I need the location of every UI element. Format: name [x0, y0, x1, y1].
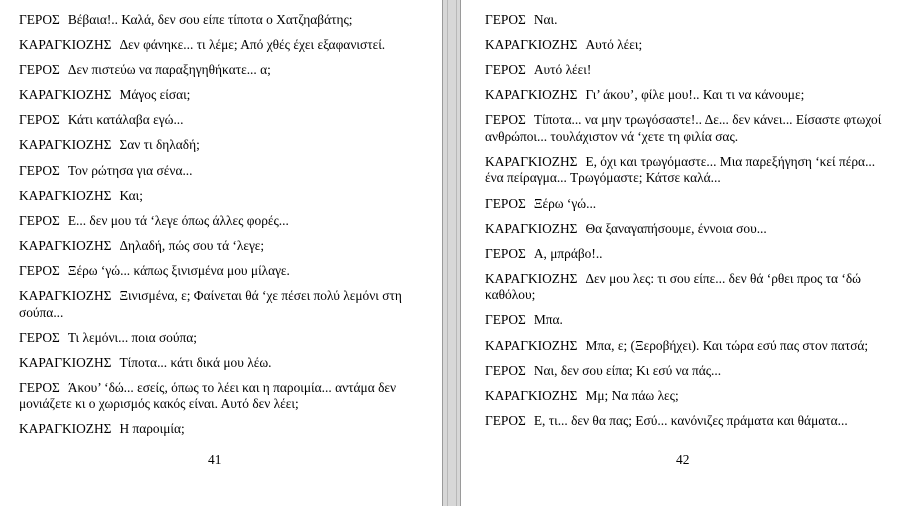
dialogue-text: Σαν τι δηλαδή; — [119, 137, 200, 153]
speaker-name: ΚΑΡΑΓΚΙΟΖΗΣ — [485, 337, 578, 353]
dialogue-line — [485, 37, 895, 54]
speaker-name: ΚΑΡΑΓΚΙΟΖΗΣ — [485, 87, 578, 103]
speaker-name: ΓΕΡΟΣ — [485, 362, 526, 378]
dialogue-line — [19, 330, 429, 347]
dialogue-line — [485, 338, 895, 355]
dialogue-text: Ξινισμένα, ε; Φαίνεται θά ‘χε πέσει πολύ λεμόνι στη σούπα... — [19, 288, 402, 320]
gutter-line — [447, 0, 448, 506]
speaker-name: ΓΕΡΟΣ — [19, 379, 60, 395]
dialogue-text: Ε, όχι και τρωγόμαστε... Μια παρεξήγηση ‘κεί πέρα... ένα πείραγμα... Τρωγόμαστε; Κάτσε καλά... — [485, 153, 876, 186]
page-gutter — [442, 0, 461, 506]
speaker-name: ΚΑΡΑΓΚΙΟΖΗΣ — [19, 237, 112, 253]
speaker-name: ΓΕΡΟΣ — [485, 412, 526, 428]
dialogue-line — [19, 380, 429, 413]
speaker-name: ΚΑΡΑΓΚΙΟΖΗΣ — [485, 37, 578, 53]
dialogue-text: Τίποτα... κάτι δικά μου λέω. — [119, 354, 272, 370]
speaker-name: ΓΕΡΟΣ — [485, 245, 526, 261]
dialogue-text: Τίποτα... να μην τρωγόσαστε!.. Δε... δεν κάνει... Είσαστε φτωχοί ανθρώποι... τουλάχιστον νά ‘χετε τη φιλία σας. — [485, 112, 882, 144]
dialogue-line — [485, 154, 895, 187]
speaker-name: ΓΕΡΟΣ — [485, 112, 526, 128]
dialogue-text: Μπα. — [533, 312, 563, 328]
dialogue-text: Άκου’ ‘δώ... εσείς, όπως το λέει και η παροιμία... αντάμα δεν μονιάζετε κι ο χωρισμός κακός είναι. Αυτό δεν λέει; — [19, 379, 397, 412]
dialogue-text: Δεν μου λες: τι σου είπε... δεν θά ‘ρθει προς τα ‘δώ καθόλου; — [485, 270, 861, 303]
dialogue-line — [19, 355, 429, 372]
speaker-name: ΚΑΡΑΓΚΙΟΖΗΣ — [19, 37, 112, 53]
dialogue-line — [19, 238, 429, 255]
dialogue-line — [19, 263, 429, 280]
speaker-name: ΚΑΡΑΓΚΙΟΖΗΣ — [485, 220, 578, 236]
dialogue-text: Δεν φάνηκε... τι λέμε; Από χθές έχει εξαφανιστεί. — [119, 37, 386, 53]
dialogue-line — [485, 196, 895, 213]
dialogue-line — [485, 87, 895, 104]
dialogue-line — [485, 271, 895, 304]
speaker-name: ΚΑΡΑΓΚΙΟΖΗΣ — [485, 153, 578, 169]
dialogue-line — [19, 288, 429, 321]
dialogue-line — [485, 363, 895, 380]
dialogue-line — [19, 112, 429, 129]
dialogue-line — [19, 12, 429, 29]
dialogue-line — [19, 87, 429, 104]
speaker-name: ΚΑΡΑΓΚΙΟΖΗΣ — [19, 87, 112, 103]
dialogue-line — [19, 188, 429, 205]
dialogue-line — [485, 312, 895, 329]
dialogue-line — [19, 137, 429, 154]
dialogue-text: Θα ξαναγαπήσουμε, έννοια σου... — [585, 220, 767, 236]
dialogue-text: Ναι, δεν σου είπα; Κι εσύ να πάς... — [533, 362, 722, 378]
speaker-name: ΚΑΡΑΓΚΙΟΖΗΣ — [19, 137, 112, 153]
dialogue-text: Ε... δεν μου τά ‘λεγε όπως άλλες φορές... — [67, 212, 289, 228]
dialogue-line — [485, 221, 895, 238]
page-number: 41 — [208, 452, 222, 467]
speaker-name: ΚΑΡΑΓΚΙΟΖΗΣ — [485, 387, 578, 403]
dialogue-text: Α, μπράβο!.. — [533, 245, 603, 261]
dialogue-text: Δηλαδή, πώς σου τά ‘λεγε; — [119, 237, 265, 253]
dialogue-line — [485, 413, 895, 430]
page-number: 42 — [676, 452, 690, 467]
dialogue-text: Και; — [119, 187, 143, 203]
dialogue-text: Κάτι κατάλαβα εγώ... — [67, 112, 184, 128]
speaker-name: ΓΕΡΟΣ — [485, 62, 526, 78]
speaker-name: ΚΑΡΑΓΚΙΟΖΗΣ — [19, 421, 112, 437]
dialogue-text: Αυτό λέει! — [533, 62, 592, 78]
dialogue-text: Η παροιμία; — [119, 421, 185, 437]
dialogue-text: Ε, τι... δεν θα πας; Εσύ... κανόνιζες πράματα και θάματα... — [533, 412, 848, 428]
speaker-name: ΓΕΡΟΣ — [19, 162, 60, 178]
speaker-name: ΚΑΡΑΓΚΙΟΖΗΣ — [485, 270, 578, 286]
speaker-name: ΚΑΡΑΓΚΙΟΖΗΣ — [19, 354, 112, 370]
dialogue-text: Ξέρω ‘γώ... — [533, 195, 597, 211]
dialogue-text: Μπα, ε; (Ξεροβήχει). Και τώρα εσύ πας στον πατσά; — [585, 337, 869, 353]
speaker-name: ΓΕΡΟΣ — [19, 329, 60, 345]
dialogue-text: Βέβαια!.. Καλά, δεν σου είπε τίποτα ο Χατζηαβάτης; — [67, 12, 353, 27]
dialogue-text: Αυτό λέει; — [585, 37, 643, 53]
left-text-column — [19, 12, 429, 447]
speaker-name: ΓΕΡΟΣ — [485, 312, 526, 328]
dialogue-text: Τι λεμόνι... ποια σούπα; — [67, 329, 198, 345]
dialogue-text: Ξέρω ‘γώ... κάπως ξινισμένα μου μίλαγε. — [67, 262, 290, 278]
dialogue-text: Ναι. — [533, 12, 558, 27]
dialogue-line — [485, 388, 895, 405]
speaker-name: ΓΕΡΟΣ — [19, 112, 60, 128]
page-right — [461, 0, 901, 506]
dialogue-line — [485, 246, 895, 263]
page-left — [0, 0, 442, 506]
dialogue-line — [19, 37, 429, 54]
dialogue-text: Μμ; Να πάω λες; — [585, 387, 679, 403]
right-text-column — [485, 12, 895, 438]
gutter-edge-left — [442, 0, 443, 506]
dialogue-line — [485, 12, 895, 29]
dialogue-line — [485, 112, 895, 145]
dialogue-line — [19, 213, 429, 230]
dialogue-text: Μάγος είσαι; — [119, 87, 191, 103]
gutter-line — [456, 0, 457, 506]
speaker-name: ΚΑΡΑΓΚΙΟΖΗΣ — [19, 288, 112, 304]
dialogue-line — [19, 163, 429, 180]
dialogue-line — [19, 62, 429, 79]
dialogue-line — [19, 421, 429, 438]
speaker-name: ΚΑΡΑΓΚΙΟΖΗΣ — [19, 187, 112, 203]
speaker-name: ΓΕΡΟΣ — [485, 195, 526, 211]
speaker-name: ΓΕΡΟΣ — [485, 12, 526, 27]
dialogue-text: Δεν πιστεύω να παραξηγηθήκατε... α; — [67, 62, 271, 78]
dialogue-text: Γι’ άκου’, φίλε μου!.. Και τι να κάνουμε; — [585, 87, 805, 103]
dialogue-line — [485, 62, 895, 79]
dialogue-text: Τον ρώτησα για σένα... — [67, 162, 193, 178]
speaker-name: ΓΕΡΟΣ — [19, 62, 60, 78]
speaker-name: ΓΕΡΟΣ — [19, 262, 60, 278]
speaker-name: ΓΕΡΟΣ — [19, 12, 60, 27]
speaker-name: ΓΕΡΟΣ — [19, 212, 60, 228]
